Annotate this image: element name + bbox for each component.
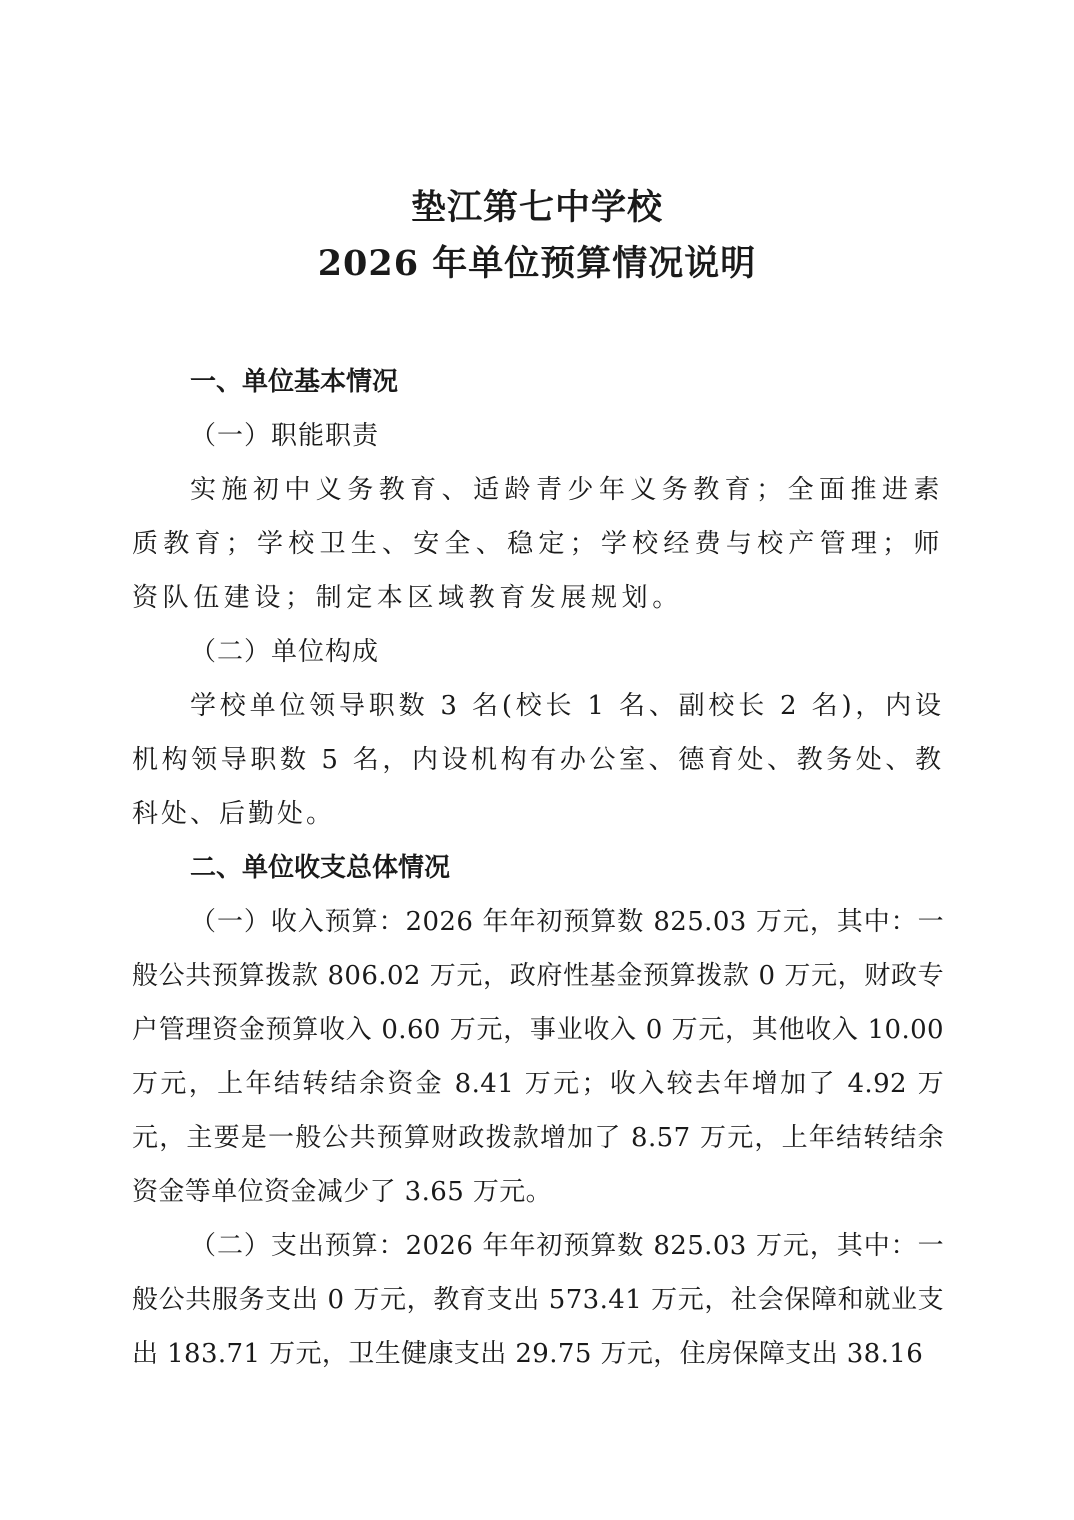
document-title-line1: 垫江第七中学校	[410, 187, 663, 228]
section1-sub2-heading: （二）单位构成	[190, 637, 380, 667]
section1-heading: 一、单位基本情况	[190, 367, 399, 397]
section2-para1-income: （一）收入预算：2026 年年初预算数 825.03 万元，其中：一般公共预算拨款 806.02 万元，政府性基金预算拨款 0 万元，财政专户管理资金预算收入 0.60 万元，事业收入 0 万元，其他收入 10.00 万元，上年结转结余资金 8.41 万元；收入较去年增加了 4.92 万元，主要是一般公共预算财政拨款增加了 8.57 万元，上年结转结余资金等单位资金减少了 3.65 万元。	[132, 907, 944, 1207]
section2-para2-expenditure: （二）支出预算：2026 年年初预算数 825.03 万元，其中：一般公共服务支出 0 万元，教育支出 573.41 万元，社会保障和就业支出 183.71 万元，卫生健康支出 29.75 万元，住房保障支出 38.16	[132, 1231, 944, 1369]
document-title-line2: 2026 年单位预算情况说明	[317, 243, 757, 284]
section2-heading: 二、单位收支总体情况	[190, 853, 451, 883]
section1-para2: 学校单位领导职数 3 名(校长 1 名、副校长 2 名)，内设机构领导职数 5 名，内设机构有办公室、德育处、教务处、教科处、后勤处。	[132, 691, 944, 829]
section1-sub1-heading: （一）职能职责	[190, 421, 380, 451]
document-body	[132, 355, 944, 1381]
section1-para1: 实施初中义务教育、适龄青少年义务教育；全面推进素质教育；学校卫生、安全、稳定；学校经费与校产管理；师资队伍建设；制定本区域教育发展规划。	[132, 475, 944, 613]
